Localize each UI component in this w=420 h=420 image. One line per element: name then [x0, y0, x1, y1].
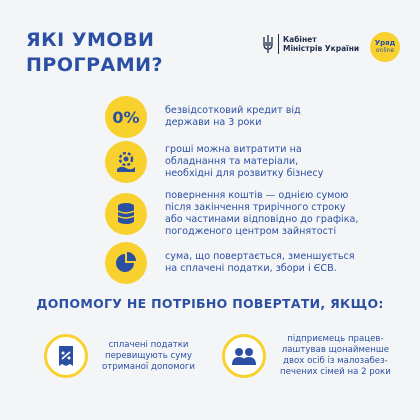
title-line-2: ПРОГРАМИ?	[26, 54, 164, 76]
tax-receipt-icon	[44, 334, 88, 378]
no-return-heading: ДОПОМОГУ НЕ ПОТРІБНО ПОВЕРТАТИ, ЯКЩО:	[36, 296, 384, 311]
percent-icon	[105, 96, 147, 138]
case-2-line-4: печених сімей на 2 роки	[280, 367, 391, 377]
condition-3-line-2: після закінчення трирічного строку	[165, 202, 346, 213]
condition-2-line-1: гроші можна витратити на	[165, 144, 302, 155]
condition-4-line-2: на сплачені податки, збори і ЄСВ.	[165, 263, 337, 274]
case-item-2	[222, 334, 391, 378]
condition-item-2	[105, 141, 390, 183]
case-1-line-1: сплачені податки	[108, 339, 189, 350]
people-icon	[222, 334, 266, 378]
logo-line-1: Кабінет	[283, 35, 317, 44]
coins-stack-icon	[105, 193, 147, 235]
condition-item-3	[105, 190, 390, 238]
case-2-line-3: двох осіб із малозабез-	[283, 356, 388, 366]
uryad-online-badge	[370, 32, 400, 62]
badge-line-2: online	[375, 47, 395, 54]
condition-2-line-2: обладнання та матеріали,	[165, 156, 299, 167]
condition-3-line-4: погодженого центром зайнятості	[165, 226, 337, 237]
trident-icon	[262, 34, 274, 54]
condition-item-1	[105, 96, 390, 138]
gear-money-icon	[105, 141, 147, 183]
percent-badge: 0%	[112, 107, 140, 127]
pie-chart-icon	[105, 242, 147, 284]
logo-line-2: Міністрів України	[283, 44, 360, 53]
case-1-line-3: отриманої допомоги	[102, 361, 195, 372]
cabinet-logo	[262, 34, 359, 54]
condition-3-line-1: повернення коштів — однією сумою	[165, 190, 349, 201]
case-2-line-1: підприємець працев-	[287, 334, 384, 344]
title-line-1: ЯКІ УМОВИ	[26, 29, 155, 51]
condition-1-line-1: безвідсотковий кредит від	[165, 105, 301, 116]
condition-item-4	[105, 242, 390, 284]
condition-1-line-2: держави на 3 роки	[165, 117, 262, 128]
case-1-line-2: перевищують суму	[105, 350, 192, 361]
condition-4-line-1: сума, що повертається, зменшується	[165, 251, 355, 262]
condition-2-line-3: необхідні для розвитку бізнесу	[165, 168, 324, 179]
badge-line-1: Уряд	[374, 39, 396, 47]
page-title	[26, 28, 163, 78]
condition-3-line-3: або частинами відповідно до графіка,	[165, 214, 359, 225]
case-2-line-2: лаштував щонайменше	[281, 345, 389, 355]
case-item-1	[44, 334, 195, 378]
